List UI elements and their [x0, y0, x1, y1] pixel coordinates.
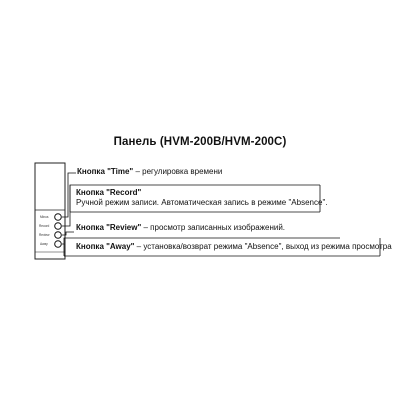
time-button-label: Minus	[40, 215, 49, 219]
time-description-text: – регулировка времени	[133, 167, 223, 176]
away-description	[76, 242, 392, 252]
away-description-name: Кнопка "Away"	[76, 242, 135, 251]
time-description-name: Кнопка "Time"	[77, 167, 134, 176]
record-description-name: Кнопка "Record"	[76, 188, 142, 197]
review-description	[76, 223, 285, 233]
record-button-label: Record	[39, 224, 50, 228]
time-description	[77, 167, 222, 177]
review-description-name: Кнопка "Review"	[76, 223, 142, 232]
review-button-label: Review	[39, 233, 50, 237]
diagram-title: Панель (HVM-200B/HVM-200C)	[113, 136, 287, 148]
away-button-label: Away	[40, 242, 48, 246]
review-description-text: – просмотр записанных изображений.	[141, 223, 286, 232]
record-description	[76, 188, 141, 198]
away-description-text: – установка/возврат режима "Absence", выход из режима просмотра	[134, 242, 392, 251]
record-description-detail: Ручной режим записи. Автоматическая запись в режиме "Absence".	[76, 198, 328, 207]
